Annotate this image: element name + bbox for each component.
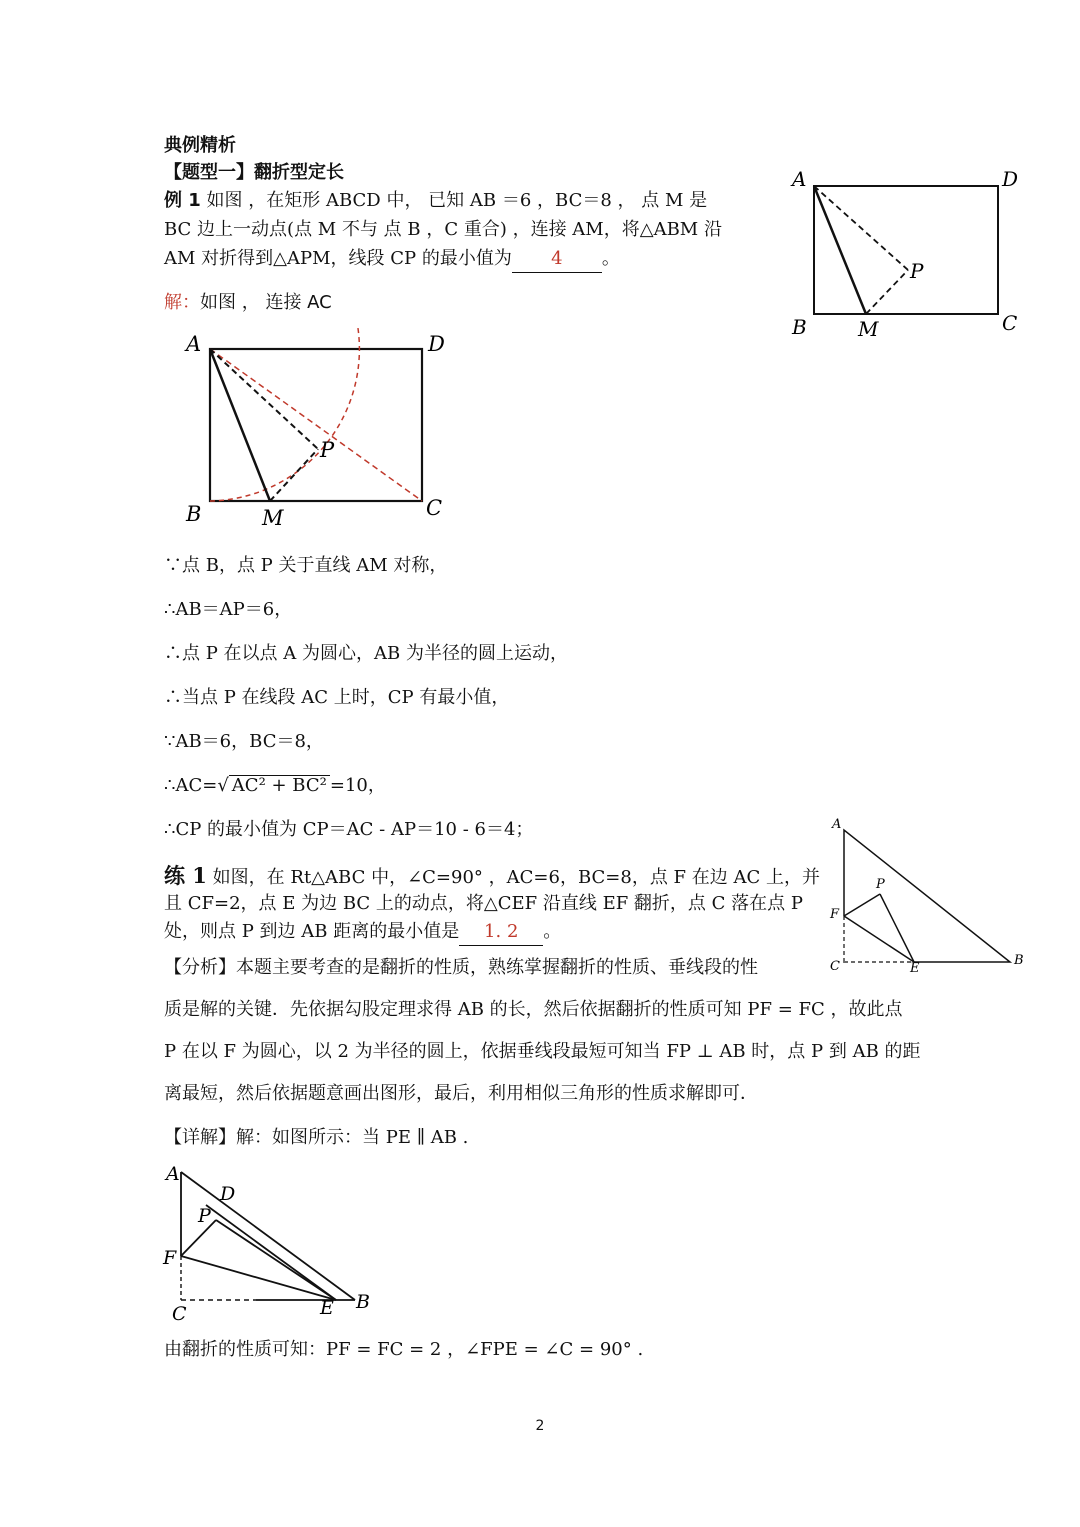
fig4-label-f: F — [163, 1247, 177, 1269]
fig4-pd — [206, 1205, 336, 1300]
fig2-am — [210, 349, 270, 501]
prac1-label: 练 1 — [164, 863, 207, 888]
ex1-label: 例 1 — [164, 190, 201, 211]
fig3-pe — [880, 894, 914, 962]
fig3-label-e: E — [910, 961, 920, 976]
fig3-label-c: C — [830, 959, 840, 974]
figure-2-solution — [180, 325, 460, 535]
fig2-mp — [270, 449, 318, 501]
sol1-intro — [164, 290, 332, 316]
figure-3-triangle — [820, 812, 1040, 982]
fig3-fe — [844, 916, 914, 962]
fig4-label-c: C — [172, 1303, 187, 1325]
ex1-line2: BC 边上一动点(点 M 不与 点 B ，C 重合) ，连接 AM，将△ABM 沿 — [164, 219, 722, 240]
ex1-line3 — [164, 246, 620, 273]
detail-line: 【详解】解：如图所示：当 PE ∥ AB . — [164, 1127, 469, 1148]
ex1-text3: AM 对折得到△APM，线段 CP 的最小值为 — [164, 248, 512, 269]
fig4-label-a: A — [166, 1163, 180, 1185]
fig4-label-p: P — [198, 1205, 211, 1227]
fig2-label-d: D — [428, 332, 445, 356]
ex1-text3-end: 。 — [601, 248, 620, 269]
fig2-ap — [210, 349, 318, 449]
figure-4-detail — [160, 1160, 390, 1330]
fig2-label-c: C — [426, 496, 443, 520]
sol1-ac-root: AC² + BC² — [229, 775, 330, 796]
prac1-line1 — [164, 863, 820, 891]
analysis-line1: 【分析】本题主要考查的是翻折的性质，熟练掌握翻折的性质、垂线段的性 — [164, 957, 758, 978]
sol1-ac-line — [164, 773, 386, 799]
fig2-label-p: P — [320, 438, 335, 462]
fig2-arc — [210, 325, 359, 501]
fig2-label-m: M — [262, 506, 284, 530]
sol1-ac-pre: ∴AC= — [164, 775, 218, 796]
sol1-step-5: ∵AB＝6，BC＝8， — [164, 731, 324, 752]
prac1-line2: 且 CF=2，点 E 为边 BC 上的动点，将△CEF 沿直线 EF 翻折，点 C 落在点 P — [164, 893, 803, 914]
analysis-line2: 质是解的关键．先依据勾股定理求得 AB 的长，然后依据翻折的性质可知 PF = FC ，故此点 — [164, 999, 903, 1020]
fig4-label-b: B — [356, 1291, 370, 1313]
prac1-line3 — [164, 919, 561, 946]
fig3-label-a: A — [832, 817, 842, 832]
sqrt-sign: √ — [217, 775, 229, 796]
fig4-label-e: E — [320, 1297, 334, 1319]
prac1-answer: 1. 2 — [459, 919, 543, 946]
fig1-label-a: A — [792, 167, 807, 191]
fig1-ap — [814, 186, 908, 270]
fig1-am — [814, 186, 866, 314]
sol1-text: 如图 ， 连接 AC — [200, 292, 332, 313]
section-heading: 典例精析 — [164, 135, 236, 156]
sol1-step-4: ∴当点 P 在线段 AC 上时，CP 有最小值， — [164, 687, 510, 708]
figure-1-rectangle — [780, 160, 1040, 350]
fig3-label-b: B — [1014, 953, 1024, 968]
ex1-answer: 4 — [512, 246, 602, 273]
fig1-label-p: P — [910, 259, 924, 283]
fig3-label-p: P — [876, 877, 885, 892]
fig2-label-a: A — [186, 332, 202, 356]
sol1-step-2: ∴AB＝AP＝6， — [164, 599, 293, 620]
fig4-label-d: D — [220, 1183, 236, 1205]
fig3-label-f: F — [830, 907, 840, 922]
prac1-text3: 处，则点 P 到边 AB 距离的最小值是 — [164, 921, 460, 942]
sol1-prefix: 解： — [164, 292, 200, 313]
sol1-step-3: ∴点 P 在以点 A 为圆心，AB 为半径的圆上运动， — [164, 643, 568, 664]
page-number: 2 — [535, 1418, 545, 1434]
fig1-label-b: B — [792, 315, 807, 339]
sol1-last: ∴CP 的最小值为 CP＝AC - AP＝10 - 6＝4； — [164, 819, 534, 840]
prac1-text1: 如图，在 Rt△ABC 中，∠C=90° ，AC=6，BC=8，点 F 在边 AC 上，并 — [212, 867, 820, 888]
fig2-ac — [210, 349, 422, 501]
fig1-mp — [866, 270, 908, 314]
prac1-text3-end: 。 — [543, 921, 562, 942]
analysis-line3: P 在以 F 为圆心，以 2 为半径的圆上，依据垂线段最短可知当 FP ⊥ AB 时，点 P 到 AB 的距 — [164, 1041, 921, 1062]
sol1-ac-post: =10， — [329, 775, 386, 796]
fig1-label-m: M — [858, 317, 879, 341]
fig3-fp — [844, 894, 880, 916]
fig2-label-b: B — [186, 502, 202, 526]
sol1-step-1: ∵点 B，点 P 关于直线 AM 对称， — [164, 555, 448, 576]
type1-title: 【题型一】翻折型定长 — [164, 162, 344, 183]
ex1-line1 — [164, 188, 707, 214]
fig4-pe — [216, 1220, 336, 1300]
fig1-label-d: D — [1002, 167, 1019, 191]
fig3-triangle — [844, 830, 1010, 962]
fig4-fe — [181, 1256, 336, 1300]
fig1-rect — [814, 186, 998, 314]
ex1-text1: 如图 ，在矩形 ABCD 中， 已知 AB ＝6 ，BC＝8 ， 点 M 是 — [206, 190, 708, 211]
analysis-line4: 离最短，然后依据题意画出图形，最后，利用相似三角形的性质求解即可． — [164, 1083, 758, 1104]
conclusion-line: 由翻折的性质可知：PF = FC = 2 ，∠FPE = ∠C = 90° . — [164, 1339, 644, 1360]
fig1-label-c: C — [1002, 311, 1018, 335]
